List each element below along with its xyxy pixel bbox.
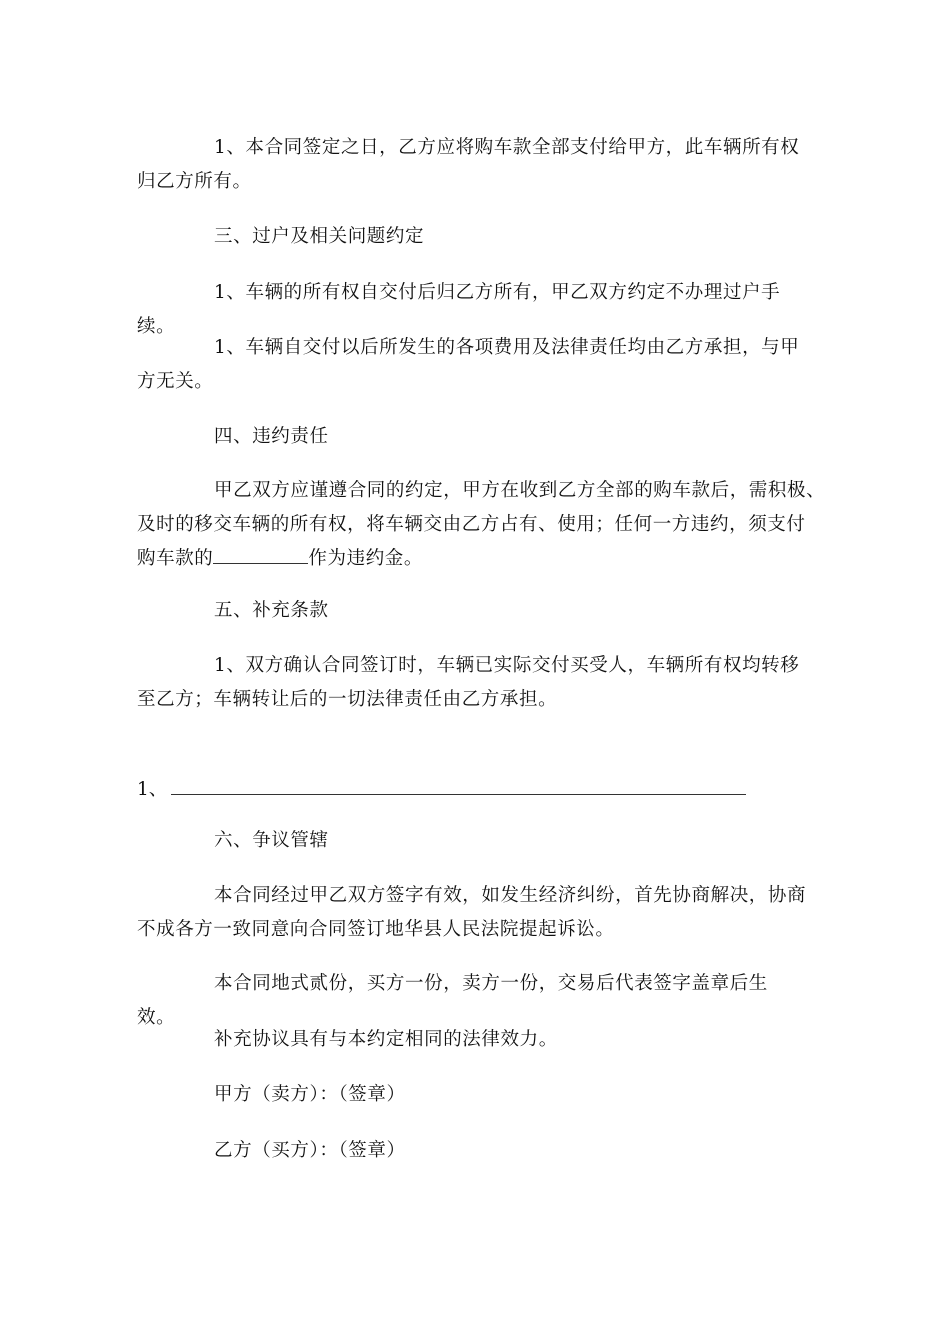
clause-dispute-line-2: 不成各方一致同意向合同签订地华县人民法院提起诉讼。 [137,919,615,940]
clause-payment-line-1: 1、本合同签定之日，乙方应将购车款全部支付给甲方，此车辆所有权 [214,137,800,158]
signature-party-b: 乙方（买方）：（签章） [214,1140,406,1161]
penalty-blank [213,543,308,564]
clause-liability-line-1: 1、车辆自交付以后所发生的各项费用及法律责任均由乙方承担，与甲 [214,337,800,358]
section-6-heading: 六、争议管辖 [214,830,329,851]
clause-liability-line-2: 方无关。 [137,371,214,392]
blank-item [137,773,746,807]
section-3-heading: 三、过户及相关问题约定 [214,226,425,247]
clause-ownership: 1、车辆的所有权自交付后归乙方所有，甲乙双方约定不办理过户手续。 [137,282,781,337]
clause-supplementary-line-1: 1、双方确认合同签订时，车辆已实际交付买受人，车辆所有权均转移 [214,655,800,676]
section-5-heading: 五、补充条款 [214,600,329,621]
section-4-heading: 四、违约责任 [214,426,329,447]
clause-liability [137,331,802,399]
clause-payment [137,131,802,199]
clause-breach-line-3-pre: 购车款的 [137,548,214,569]
clause-copies: 本合同地式贰份，买方一份，卖方一份，交易后代表签字盖章后生效。 [137,973,768,1028]
blank-item-line [171,774,746,795]
clause-dispute-line-1: 本合同经过甲乙双方签字有效，如发生经济纠纷，首先协商解决，协商 [214,885,807,906]
clause-dispute [137,879,807,947]
clause-supplementary [137,649,802,717]
clause-breach-line-2: 及时的移交车辆的所有权，将车辆交由乙方占有、使用；任何一方违约，须支付 [137,514,806,535]
clause-breach-line-3 [137,542,802,576]
clause-breach-line-1: 甲乙双方应谨遵合同的约定，甲方在收到乙方全部的购车款后，需积极、 [214,480,826,501]
clause-payment-line-2: 归乙方所有。 [137,171,252,192]
blank-item-label: 1、 [137,779,168,800]
clause-breach-line-3-post: 作为违约金。 [308,548,424,569]
clause-breach [137,474,826,576]
clause-supplementary-effect: 补充协议具有与本约定相同的法律效力。 [214,1029,558,1050]
signature-party-a: 甲方（卖方）：（签章） [214,1084,406,1105]
clause-supplementary-line-2: 至乙方；车辆转让后的一切法律责任由乙方承担。 [137,689,558,710]
